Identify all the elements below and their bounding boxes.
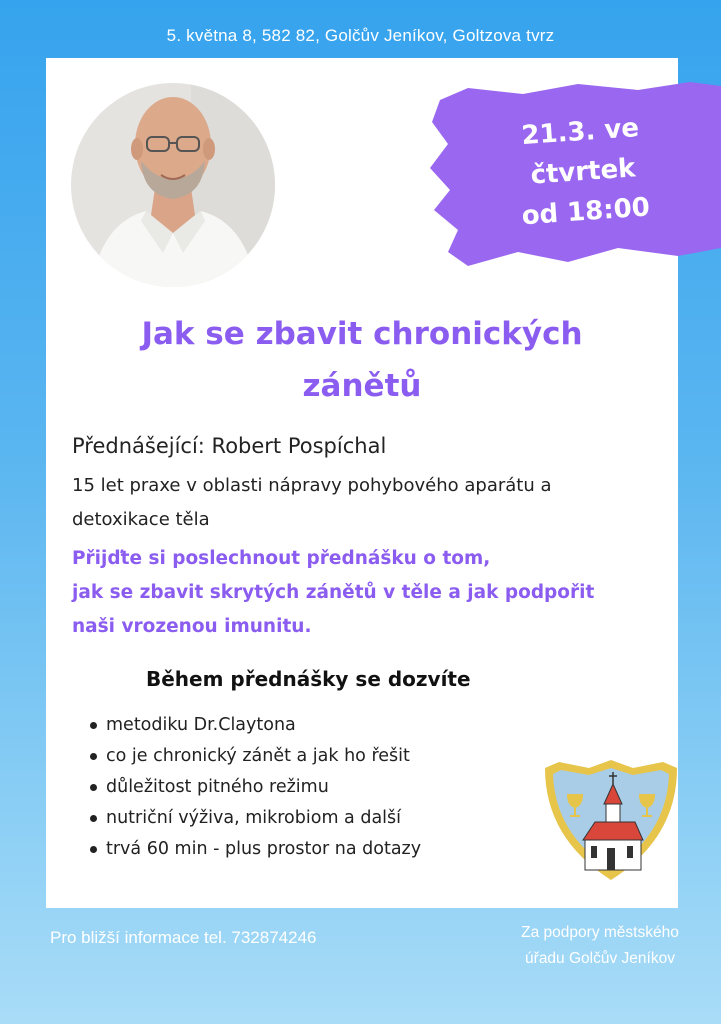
topics-list	[90, 710, 421, 865]
list-item: metodiku Dr.Claytona	[90, 710, 421, 741]
contact-info: Pro bližší informace tel. 732874246	[50, 928, 317, 947]
bullet-icon	[90, 815, 97, 822]
page-title	[46, 308, 678, 412]
invitation-text	[72, 542, 672, 644]
topics-heading: Během přednášky se dozvíte	[146, 667, 471, 691]
experience-line-2: detoxikace těla	[72, 509, 210, 530]
town-crest-icon	[543, 758, 679, 883]
event-time: od 18:00	[520, 192, 651, 232]
title-line-1: Jak se zbavit chronických	[141, 316, 583, 352]
bullet-icon	[90, 784, 97, 791]
event-day: čtvrtek	[529, 153, 637, 191]
experience-line-1: 15 let praxe v oblasti nápravy pohybového aparátu a	[72, 475, 552, 496]
event-address: 5. května 8, 582 82, Golčův Jeníkov, Goltzova tvrz	[166, 26, 555, 45]
invite-line-1: Přijďte si poslechnout přednášku o tom,	[72, 548, 491, 569]
lecturer-name: Přednášející: Robert Pospíchal	[72, 434, 387, 458]
support-line-1: Za podpory městského	[521, 924, 679, 941]
support-note	[480, 920, 720, 972]
invite-line-2: jak se zbavit skrytých zánětů v těle a jak podpořit	[72, 582, 595, 603]
lecturer-experience	[72, 469, 672, 537]
support-line-2: úřadu Golčův Jeníkov	[525, 950, 675, 967]
bullet-icon	[90, 722, 97, 729]
list-item: trvá 60 min - plus prostor na dotazy	[90, 834, 421, 865]
title-line-2: zánětů	[302, 368, 422, 404]
list-item: důležitost pitného režimu	[90, 772, 421, 803]
invite-line-3: naši vrozenou imunitu.	[72, 616, 312, 637]
bullet-icon	[90, 753, 97, 760]
event-date: 21.3. ve	[520, 113, 640, 152]
date-badge	[428, 80, 721, 268]
speaker-portrait	[71, 83, 275, 287]
list-item: co je chronický zánět a jak ho řešit	[90, 741, 421, 772]
list-item: nutriční výživa, mikrobiom a další	[90, 803, 421, 834]
bullet-icon	[90, 846, 97, 853]
